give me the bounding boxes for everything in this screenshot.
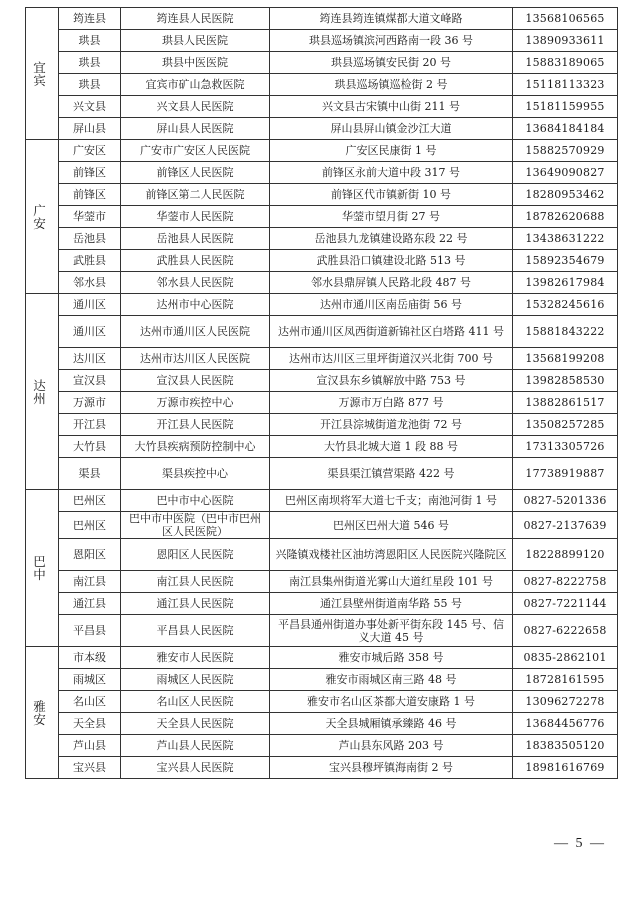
phone-cell: 15892354679 [513, 250, 618, 272]
table-row [26, 294, 618, 316]
table-row [26, 593, 618, 615]
table-row [26, 512, 618, 539]
table-row [26, 228, 618, 250]
county-cell: 市本级 [59, 647, 121, 669]
hospital-cell: 前锋区人民医院 [121, 162, 270, 184]
hospital-cell: 宣汉县人民医院 [121, 370, 270, 392]
county-cell: 兴文县 [59, 96, 121, 118]
address-cell: 兴隆镇戏楼社区油坊湾恩阳区人民医院兴隆院区 [270, 539, 513, 571]
hospital-cell: 名山区人民医院 [121, 691, 270, 713]
phone-cell: 13438631222 [513, 228, 618, 250]
phone-cell: 17738919887 [513, 458, 618, 490]
city-cell: 雅安 [26, 647, 59, 779]
table-row [26, 74, 618, 96]
table-row [26, 615, 618, 647]
table-row [26, 735, 618, 757]
phone-cell: 18280953462 [513, 184, 618, 206]
address-cell: 巴州区南坝将军大道七千支；南池河街 1 号 [270, 490, 513, 512]
table-row [26, 140, 618, 162]
address-cell: 邻水县鼎屏镇人民路北段 487 号 [270, 272, 513, 294]
address-cell: 岳池县九龙镇建设路东段 22 号 [270, 228, 513, 250]
address-cell: 开江县淙城街道龙池街 72 号 [270, 414, 513, 436]
county-cell: 名山区 [59, 691, 121, 713]
county-cell: 巴州区 [59, 490, 121, 512]
table-row [26, 458, 618, 490]
county-cell: 屏山县 [59, 118, 121, 140]
hospital-cell: 芦山县人民医院 [121, 735, 270, 757]
hospital-cell: 雨城区人民医院 [121, 669, 270, 691]
hospital-cell: 天全县人民医院 [121, 713, 270, 735]
city-cell: 宜宾 [26, 8, 59, 140]
county-cell: 平昌县 [59, 615, 121, 647]
county-cell: 南江县 [59, 571, 121, 593]
hospital-cell: 南江县人民医院 [121, 571, 270, 593]
hospital-cell: 恩阳区人民医院 [121, 539, 270, 571]
address-cell: 雅安市名山区茶都大道安康路 1 号 [270, 691, 513, 713]
table-row [26, 206, 618, 228]
table-row [26, 30, 618, 52]
county-cell: 渠县 [59, 458, 121, 490]
county-cell: 华蓥市 [59, 206, 121, 228]
phone-cell: 18228899120 [513, 539, 618, 571]
address-cell: 前锋区永前大道中段 317 号 [270, 162, 513, 184]
address-cell: 达州市通川区凤西街道新锦社区白塔路 411 号 [270, 316, 513, 348]
county-cell: 雨城区 [59, 669, 121, 691]
address-cell: 筠连县筠连镇煤都大道文峰路 [270, 8, 513, 30]
address-cell: 巴州区巴州大道 546 号 [270, 512, 513, 539]
hospital-cell: 珙县中医医院 [121, 52, 270, 74]
hospital-cell: 宝兴县人民医院 [121, 757, 270, 779]
address-cell: 万源市万白路 877 号 [270, 392, 513, 414]
phone-cell: 13882861517 [513, 392, 618, 414]
address-cell: 广安区民康街 1 号 [270, 140, 513, 162]
table-row [26, 118, 618, 140]
phone-cell: 13649090827 [513, 162, 618, 184]
county-cell: 恩阳区 [59, 539, 121, 571]
county-cell: 前锋区 [59, 184, 121, 206]
table-row [26, 250, 618, 272]
hospital-cell: 达州市中心医院 [121, 294, 270, 316]
table-row [26, 96, 618, 118]
hospital-cell: 巴中市中医院（巴中市巴州区人民医院） [121, 512, 270, 539]
county-cell: 巴州区 [59, 512, 121, 539]
table-row [26, 539, 618, 571]
hospital-cell: 达州市通川区人民医院 [121, 316, 270, 348]
phone-cell: 15118113323 [513, 74, 618, 96]
county-cell: 通江县 [59, 593, 121, 615]
table-row [26, 414, 618, 436]
county-cell: 宝兴县 [59, 757, 121, 779]
address-cell: 雅安市城后路 358 号 [270, 647, 513, 669]
county-cell: 开江县 [59, 414, 121, 436]
county-cell: 万源市 [59, 392, 121, 414]
phone-cell: 13982617984 [513, 272, 618, 294]
phone-cell: 0827-6222658 [513, 615, 618, 647]
table-row [26, 8, 618, 30]
county-cell: 珙县 [59, 52, 121, 74]
table-row [26, 184, 618, 206]
county-cell: 通川区 [59, 316, 121, 348]
phone-cell: 13568106565 [513, 8, 618, 30]
county-cell: 大竹县 [59, 436, 121, 458]
address-cell: 通江县壁州街道南华路 55 号 [270, 593, 513, 615]
hospital-cell: 兴文县人民医院 [121, 96, 270, 118]
hospital-cell: 广安市广安区人民医院 [121, 140, 270, 162]
table-row [26, 272, 618, 294]
table-row [26, 392, 618, 414]
address-cell: 天全县城厢镇承臻路 46 号 [270, 713, 513, 735]
phone-cell: 15881843222 [513, 316, 618, 348]
county-cell: 邻水县 [59, 272, 121, 294]
table-row [26, 490, 618, 512]
county-cell: 通川区 [59, 294, 121, 316]
phone-cell: 0835-2862101 [513, 647, 618, 669]
table-row [26, 348, 618, 370]
address-cell: 兴文县古宋镇中山街 211 号 [270, 96, 513, 118]
hospital-cell: 大竹县疾病预防控制中心 [121, 436, 270, 458]
table-row [26, 316, 618, 348]
phone-cell: 18728161595 [513, 669, 618, 691]
hospital-cell: 筠连县人民医院 [121, 8, 270, 30]
phone-cell: 15882570929 [513, 140, 618, 162]
phone-cell: 13982858530 [513, 370, 618, 392]
address-cell: 珙县巡场镇安民街 20 号 [270, 52, 513, 74]
table-row [26, 571, 618, 593]
county-cell: 前锋区 [59, 162, 121, 184]
phone-cell: 0827-7221144 [513, 593, 618, 615]
hospital-cell: 珙县人民医院 [121, 30, 270, 52]
table-row [26, 691, 618, 713]
phone-cell: 17313305726 [513, 436, 618, 458]
hospital-cell: 雅安市人民医院 [121, 647, 270, 669]
address-cell: 渠县渠江镇营渠路 422 号 [270, 458, 513, 490]
city-cell: 巴中 [26, 490, 59, 647]
county-cell: 广安区 [59, 140, 121, 162]
phone-cell: 15181159955 [513, 96, 618, 118]
phone-cell: 15883189065 [513, 52, 618, 74]
county-cell: 武胜县 [59, 250, 121, 272]
table-row [26, 436, 618, 458]
county-cell: 达川区 [59, 348, 121, 370]
hospital-cell: 万源市疾控中心 [121, 392, 270, 414]
hospital-cell: 邻水县人民医院 [121, 272, 270, 294]
hospital-cell: 达州市达川区人民医院 [121, 348, 270, 370]
county-cell: 岳池县 [59, 228, 121, 250]
table-row [26, 52, 618, 74]
address-cell: 大竹县北城大道 1 段 88 号 [270, 436, 513, 458]
address-cell: 芦山县东风路 203 号 [270, 735, 513, 757]
phone-cell: 13684184184 [513, 118, 618, 140]
phone-cell: 18981616769 [513, 757, 618, 779]
table-row [26, 647, 618, 669]
city-cell: 达州 [26, 294, 59, 490]
table-row [26, 713, 618, 735]
county-cell: 珙县 [59, 30, 121, 52]
phone-cell: 13684456776 [513, 713, 618, 735]
phone-cell: 0827-2137639 [513, 512, 618, 539]
county-cell: 珙县 [59, 74, 121, 96]
hospital-cell: 宜宾市矿山急救医院 [121, 74, 270, 96]
phone-cell: 0827-8222758 [513, 571, 618, 593]
table-row [26, 669, 618, 691]
address-cell: 雅安市雨城区南三路 48 号 [270, 669, 513, 691]
address-cell: 珙县巡场镇滨河西路南一段 36 号 [270, 30, 513, 52]
county-cell: 天全县 [59, 713, 121, 735]
table-row [26, 370, 618, 392]
address-cell: 达州市通川区南岳庙街 56 号 [270, 294, 513, 316]
address-cell: 前锋区代市镇新街 10 号 [270, 184, 513, 206]
hospital-cell: 华蓥市人民医院 [121, 206, 270, 228]
address-cell: 达州市达川区三里坪街道汉兴北街 700 号 [270, 348, 513, 370]
hospital-cell: 开江县人民医院 [121, 414, 270, 436]
address-cell: 珙县巡场镇巡检街 2 号 [270, 74, 513, 96]
table-row [26, 162, 618, 184]
county-cell: 宣汉县 [59, 370, 121, 392]
address-cell: 华蓥市望月街 27 号 [270, 206, 513, 228]
address-cell: 武胜县沿口镇建设北路 513 号 [270, 250, 513, 272]
phone-cell: 13568199208 [513, 348, 618, 370]
hospital-contact-table [25, 7, 618, 779]
address-cell: 屏山县屏山镇金沙江大道 [270, 118, 513, 140]
hospital-cell: 渠县疾控中心 [121, 458, 270, 490]
hospital-cell: 平昌县人民医院 [121, 615, 270, 647]
phone-cell: 0827-5201336 [513, 490, 618, 512]
address-cell: 宣汉县东乡镇解放中路 753 号 [270, 370, 513, 392]
county-cell: 筠连县 [59, 8, 121, 30]
phone-cell: 18383505120 [513, 735, 618, 757]
hospital-cell: 通江县人民医院 [121, 593, 270, 615]
address-cell: 平昌县通州街道办事处新平街东段 145 号、信义大道 45 号 [270, 615, 513, 647]
phone-cell: 13096272278 [513, 691, 618, 713]
phone-cell: 13508257285 [513, 414, 618, 436]
phone-cell: 18782620688 [513, 206, 618, 228]
phone-cell: 13890933611 [513, 30, 618, 52]
hospital-cell: 前锋区第二人民医院 [121, 184, 270, 206]
hospital-cell: 武胜县人民医院 [121, 250, 270, 272]
hospital-cell: 屏山县人民医院 [121, 118, 270, 140]
phone-cell: 15328245616 [513, 294, 618, 316]
hospital-cell: 巴中市中心医院 [121, 490, 270, 512]
page-number: — 5 — [554, 836, 606, 851]
table-row [26, 757, 618, 779]
county-cell: 芦山县 [59, 735, 121, 757]
address-cell: 宝兴县穆坪镇海南街 2 号 [270, 757, 513, 779]
address-cell: 南江县集州街道光雾山大道红星段 101 号 [270, 571, 513, 593]
city-cell: 广安 [26, 140, 59, 294]
hospital-cell: 岳池县人民医院 [121, 228, 270, 250]
